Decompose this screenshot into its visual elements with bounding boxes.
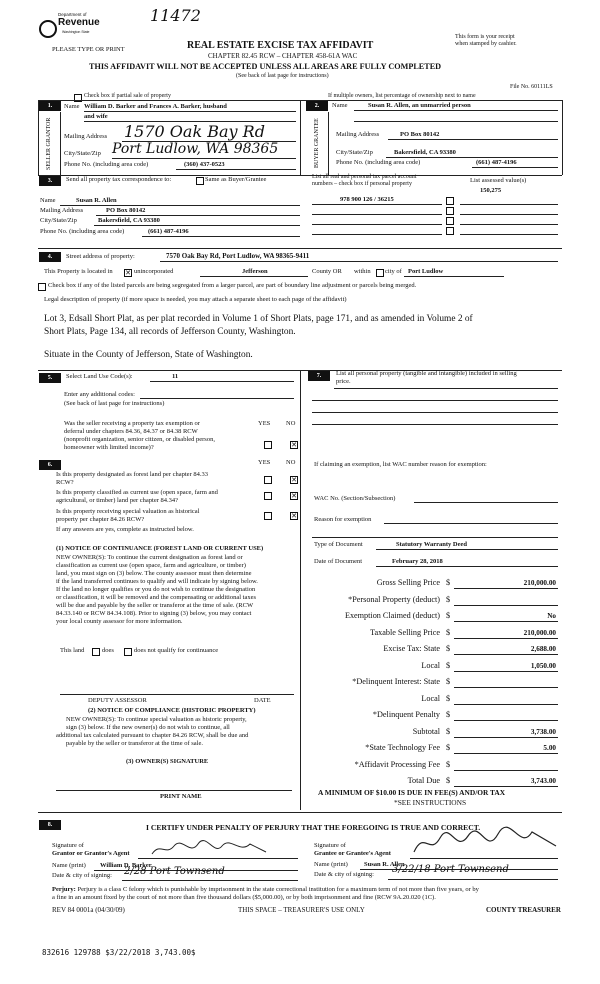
correspondence-mailing[interactable]: PO Box 80142 [106,207,146,214]
exemption-wac-label: If claiming an exemption, list WAC number reason for exemption: [314,461,487,468]
correspondence-phone-label: Phone No. (including area code) [40,228,125,235]
current-use-question-2: agricultural, or timber) land per chapter 84.34? [56,497,179,504]
parcel-header-2: numbers – check box if personal property [312,181,412,187]
document-date[interactable]: February 28, 2018 [392,558,443,565]
parcel-2-personal-checkbox[interactable] [446,207,454,215]
tax-row-value[interactable]: 3,738.00 [530,728,556,736]
correspondence-name-label: Name [40,197,56,204]
assessor-date-label: DATE [254,697,271,704]
forest-land-question-1: Is this property designated as forest land per chapter 84.33 [56,471,208,478]
city-of-label: city of [385,268,402,275]
exemption-question-2: deferral under chapters 84.36, 84.37 or 84.38 RCW [64,428,198,435]
tax-row-label: *Delinquent Interest: State [352,677,440,686]
deputy-assessor-label: DEPUTY ASSESSOR [88,697,147,704]
tax-row-underline [454,737,558,738]
does-label: does [102,647,114,654]
sec6-yes-header: YES [258,459,271,466]
document-date-label: Date of Document [314,558,363,565]
unincorporated-checkbox[interactable]: ✕ [125,269,131,277]
section-4-number: 4. [39,252,61,262]
notice2-line: sign (3) below. If the new owner(s) do not wish to continue, all [66,724,230,731]
document-type[interactable]: Statutory Warranty Deed [396,541,468,548]
dollar-sign: $ [446,727,451,736]
property-street-address[interactable]: 7570 Oak Bay Rd, Port Ludlow, WA 98365-9411 [166,252,310,260]
does-qualify-checkbox[interactable] [92,648,100,656]
notice1-line: or classification, it will be removed and the compensating or additional taxes [56,594,256,601]
tax-row-underline [454,687,558,688]
dollar-sign: $ [446,595,451,604]
assessed-value[interactable]: 150,275 [480,187,502,194]
notice2-line: NEW OWNER(S): To continue special valuation as historic property, [66,716,247,723]
grantee-agent-label: Grantee or Grantee's Agent [314,850,391,857]
certification-statement: I CERTIFY UNDER PENALTY OF PERJURY THAT THE FOREGOING IS TRUE AND CORRECT. [146,823,481,832]
tax-row-value[interactable]: 210,000.00 [523,629,556,637]
tax-row-underline [454,605,558,606]
exemption-no-checkbox[interactable]: ✕ [291,441,297,449]
same-as-buyer-label: Same as Buyer/Grantee [205,176,267,183]
minimum-fee-note: A MINIMUM OF $10.00 IS DUE IN FEE(S) AND/OR TAX [318,788,506,797]
county-or-label: County OR [312,268,342,275]
correspondence-city[interactable]: Bakersfield, CA 93380 [98,217,160,224]
grantor-date-city[interactable]: 2/28 Port Townsend [124,866,225,877]
tax-row-underline [454,704,558,705]
historic-question-2: property per chapter 84.26 RCW? [56,516,145,523]
land-use-code[interactable]: 11 [172,373,179,380]
exemption-question-3: (nonprofit organization, senior citizen, or disabled person, [64,436,215,443]
current-use-no-checkbox[interactable]: ✕ [291,492,297,500]
same-as-buyer-checkbox[interactable] [196,177,204,185]
seller-mailing-label: Mailing Address [64,133,108,140]
tax-row-underline [454,654,558,655]
buyer-city-label: City/State/Zip [336,149,373,156]
this-land-label: This land [60,647,85,654]
dollar-sign: $ [446,628,451,637]
buyer-mailing-label: Mailing Address [336,131,380,138]
notice1-line: 84.33.140 or RCW 84.34.108). Prior to signing (3) below, you may contact [56,610,252,617]
form-warning: THIS AFFIDAVIT WILL NOT BE ACCEPTED UNLESS ALL AREAS ARE FULLY COMPLETED [89,62,442,71]
tax-row-label: *Affidavit Processing Fee [354,760,440,769]
legal-description-line-3[interactable]: Situate in the County of Jefferson, State of Washington. [44,350,253,360]
dollar-sign: $ [446,661,451,670]
property-county[interactable]: Jefferson [242,268,268,275]
forest-no-checkbox[interactable]: ✕ [291,476,297,484]
historic-yes-checkbox[interactable] [264,512,272,520]
please-type-note: PLEASE TYPE OR PRINT [52,46,125,53]
buyer-city-state-zip[interactable]: Bakersfield, CA 93380 [394,149,456,156]
section-7-number: 7. [308,371,330,381]
tax-row-label: Local [421,661,440,670]
notice1-line: land, you must sign on (3) below. The county assessor must then determine [56,570,252,577]
multiple-owners-note: If multiple owners, list percentage of ownership next to name [328,93,476,99]
seller-phone-label: Phone No. (including area code) [64,161,149,168]
tax-row-underline [454,720,558,721]
sec5-no-header: NO [286,420,296,427]
correspondence-name[interactable]: Susan R. Allen [76,197,117,204]
notice1-line: will be due and payable by the seller or transferor at the time of sale. (RCW [56,602,254,609]
buyer-name-label: Name [332,102,348,109]
tax-row-label: Taxable Selling Price [370,628,440,637]
seller-city-label: City/State/Zip [64,150,101,157]
parcel-number[interactable]: 978 900 126 / 36215 [340,196,394,203]
buyer-name[interactable]: Susan R. Allen, an unmarried person [368,102,471,109]
tax-row-value[interactable]: 3,743.00 [530,777,556,785]
section-1-number: 1. [39,101,61,111]
tax-row-underline [454,786,558,787]
section-6-number: 6. [39,460,61,470]
dollar-sign: $ [446,644,451,653]
grantor-agent-label: Grantor or Grantor's Agent [52,850,130,857]
logo-state: Washington State [62,30,90,34]
form-chapter: CHAPTER 82.45 RCW – CHAPTER 458-61A WAC [208,52,358,60]
street-address-label: Street address of property: [66,253,135,260]
seller-name-line-2[interactable]: and wife [84,113,108,120]
notice1-line: NEW OWNER(S): To continue the current designation as forest land or [56,554,243,561]
dor-logo [38,12,100,42]
treasurer-receipt-stamp: 832616 129788 $3/22/2018 3,743.00$ [42,948,196,957]
notice-of-continuance-title: (1) NOTICE OF CONTINUANCE (FOREST LAND OR CURRENT USE) [56,545,264,552]
does-not-qualify-checkbox[interactable] [124,648,132,656]
sec6-no-header: NO [286,459,296,466]
tax-row-label: Exemption Claimed (deduct) [344,611,440,620]
current-use-question-1: Is this property classified as current use (open space, farm and [56,489,218,496]
dollar-sign: $ [446,760,451,769]
tax-row-label: *State Technology Fee [365,743,440,752]
tax-row-underline [454,588,558,589]
parcel-3-personal-checkbox[interactable] [446,217,454,225]
exemption-yes-checkbox[interactable] [264,441,272,449]
seller-phone[interactable]: (360) 437-0523 [184,161,225,168]
tax-row-label: Excise Tax: State [383,644,440,653]
tax-row-label: Gross Selling Price [376,578,440,587]
current-use-yes-checkbox[interactable] [264,492,272,500]
forest-land-question-2: RCW? [56,479,74,486]
tax-row-label: Subtotal [412,727,440,736]
seller-name-label: Name [64,103,80,110]
seller-grantor-label: SELLER GRANTOR [46,117,52,170]
historic-no-checkbox[interactable]: ✕ [291,512,297,520]
owner-signature-label: (3) OWNER(S) SIGNATURE [126,758,209,765]
section-3-number: 3. [39,176,61,186]
document-type-label: Type of Document [314,541,363,548]
additional-codes-label: Enter any additional codes: [64,391,135,398]
grantee-signature-label: Signature of [314,842,346,849]
notice2-line: payable by the seller or transferor at the time of sale. [66,740,203,747]
dollar-sign: $ [446,743,451,752]
section-5-number: 5. [39,373,61,383]
within-label: within [354,268,371,275]
grantor-signature[interactable] [150,838,270,860]
dollar-sign: $ [446,776,451,785]
grantor-signature-label: Signature of [52,842,84,849]
seller-city-state-zip[interactable]: Port Ludlow, WA 98365 [112,141,279,157]
tax-row-label: Local [421,694,440,703]
parcel-header-1: List all real and personal tax parcel account [312,174,417,180]
form-revision: REV 84 0001a (04/30/09) [52,906,125,914]
print-name-label: PRINT NAME [160,793,202,800]
see-instructions-note: *SEE INSTRUCTIONS [394,798,467,807]
assessed-header: List assessed value(s) [470,177,527,184]
tax-row-underline [454,621,558,622]
handwritten-file-number: 11472 [150,6,201,25]
logo-department: Department of [58,12,87,17]
receipt-note-1: This form is your receipt [455,34,515,40]
additional-codes-note: (See back of last page for instructions) [64,400,165,407]
grantee-name-print-label: Name (print) [314,861,348,868]
buyer-mailing-address[interactable]: PO Box 80142 [400,131,440,138]
dollar-sign: $ [446,710,451,719]
reason-for-exemption-label: Reason for exemption [314,516,372,523]
section-2-number: 2. [306,101,328,111]
legal-description-label: Legal description of property (if more space is needed, you may attach a separate sheet to each page of the affidavit) [44,296,347,303]
unincorporated-label: unincorporated [134,268,174,275]
seller-mailing-address[interactable]: 1570 Oak Bay Rd [124,122,265,141]
dollar-sign: $ [446,578,451,587]
logo-revenue: Revenue [58,17,100,28]
perjury-line-1: Perjury is a class C felony which is punishable by imprisonment in the state correctional institution for a maximum term of not more than five years, or by [77,886,479,893]
grantee-printed-name[interactable]: Susan R. Allen [364,861,405,868]
tax-row-label: *Delinquent Penalty [372,710,440,719]
legal-description-line-2[interactable]: Short Plats, Page 134, all records of Jefferson County, Washington. [44,327,296,337]
personal-property-label-2: price. [336,378,351,385]
forest-yes-checkbox[interactable] [264,476,272,484]
located-in-label: This Property is located in [44,268,113,275]
segregated-label: Check box if any of the listed parcels are being segregated from a larger parcel, are part of boundary line adjustment or parcels being merged. [48,282,417,289]
section-8-number: 8. [39,820,61,830]
exemption-question-1: Was the seller receiving a property tax exemption or [64,420,200,427]
grantee-date-city-label: Date & city of signing: [314,871,374,878]
historic-question-1: Is this property receiving special valuation as historical [56,508,200,515]
seller-name-line-1[interactable]: William D. Barker and Frances A. Barker, husband [84,103,227,110]
parcel-1-personal-checkbox[interactable] [446,197,454,205]
partial-sale-label: Check box if partial sale of property [84,93,171,99]
personal-property-label-1: List all personal property (tangible and intangible) included in selling [336,370,517,377]
tax-row-underline [454,753,558,754]
form-title: REAL ESTATE EXCISE TAX AFFIDAVIT [187,40,374,51]
notice1-line: classification as current use (open space, farm and agriculture, or timber) [56,562,246,569]
notice1-line: If the land no longer qualifies or you do not wish to continue the designation [56,586,256,593]
tax-row-underline [454,770,558,771]
dollar-sign: $ [446,694,451,703]
perjury-line-2: a fine in an amount fixed by the court of not more than five thousand dollars ($5,000.00), or by both imprisonment and fine (RCW 9A.20.020 (1C). [52,894,436,901]
sec5-yes-header: YES [258,420,271,427]
tax-row-underline [454,638,558,639]
perjury-title: Perjury: [52,886,76,893]
grantee-signature[interactable] [410,826,560,860]
county-treasurer-label: COUNTY TREASURER [486,906,561,914]
wac-number-label: WAC No. (Section/Subsection) [314,495,396,502]
land-use-label: Select Land Use Code(s): [66,373,133,380]
correspondence-phone[interactable]: (661) 487-4196 [148,228,189,235]
file-number: File No. 60111LS [510,84,553,90]
tax-row-underline [454,671,558,672]
dollar-sign: $ [446,677,451,686]
buyer-grantee-label: BUYER GRANTEE [314,118,320,168]
notice1-line: your local county assessor for more information. [56,618,183,625]
tax-row-label: Total Due [407,776,440,785]
tax-row-label: *Personal Property (deduct) [348,595,440,604]
grantor-printed-name[interactable]: William D. Barker [100,862,152,869]
tax-correspondence-label: Send all property tax correspondence to: [66,176,172,183]
correspondence-mailing-label: Mailing Address [40,207,84,214]
see-back-note: (See back of last page for instructions) [236,73,329,79]
does-not-qualify-label: does not qualify for continuance [134,647,219,654]
treasurer-use-note: THIS SPACE – TREASURER'S USE ONLY [238,906,365,914]
legal-description-line-1[interactable]: Lot 3, Edsall Short Plat, as per plat recorded in Volume 1 of Short Plats, page 171, and as amended in Volume 2 of [44,314,473,324]
segregated-checkbox[interactable] [38,283,46,291]
if-yes-note: If any answers are yes, complete as instructed below. [56,526,194,533]
exemption-question-4: homeowner with limited income)? [64,444,154,451]
tax-row-value[interactable]: 210,000.00 [523,579,556,587]
tax-row-value[interactable]: 2,688.00 [530,645,556,653]
correspondence-city-label: City/State/Zip [40,217,77,224]
grantor-name-print-label: Name (print) [52,862,86,869]
receipt-note-2: when stamped by cashier. [455,41,517,47]
tax-row-value[interactable]: No [547,612,556,620]
property-city[interactable]: Port Ludlow [408,268,444,275]
notice1-line: if the land transferred continues to qualify and will indicate by signing below. [56,578,258,585]
buyer-phone[interactable]: (661) 487-4196 [476,159,517,166]
notice2-line: additional tax calculated pursuant to chapter 84.26 RCW, shall be due and [56,732,249,739]
buyer-phone-label: Phone No. (including area code) [336,159,421,166]
tax-row-value[interactable]: 5.00 [543,744,556,752]
tax-row-value[interactable]: 1,050.00 [530,662,556,670]
dollar-sign: $ [446,611,451,620]
city-of-checkbox[interactable] [376,269,384,277]
grantor-date-city-label: Date & city of signing: [52,872,112,879]
notice-of-compliance-title: (2) NOTICE OF COMPLIANCE (HISTORIC PROPERTY) [88,707,256,714]
parcel-4-personal-checkbox[interactable] [446,227,454,235]
grantee-date-city[interactable]: 3/22/18 Port Townsend [392,864,509,875]
